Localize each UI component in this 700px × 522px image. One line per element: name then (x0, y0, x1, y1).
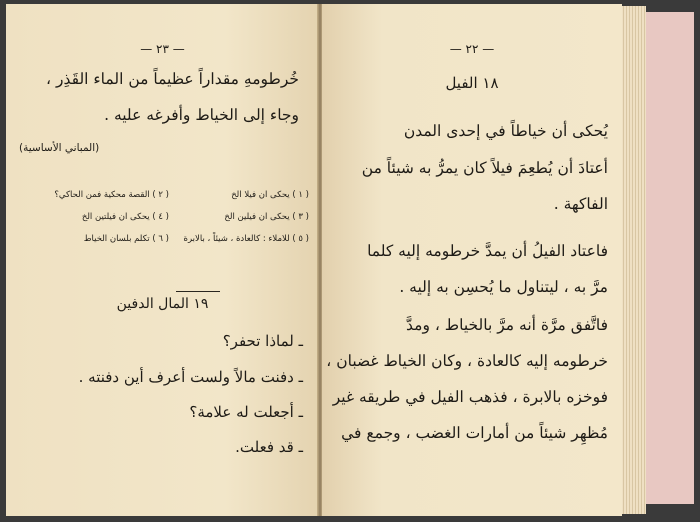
paragraph-line: مُظهِر شيئاً من أمارات الغضب ، وجمع في (341, 424, 608, 442)
paragraph-line: أعتادَ أن يُطعِمَ فيلاً كان يمرُّ به شيئاً من (361, 159, 608, 177)
dialogue-line: ـ لماذا تحفر؟ (222, 332, 303, 350)
section-caption: (المباني الأساسية) (19, 142, 100, 154)
paragraph-line: خرطومه إليه كالعادة ، وكان الخياط غضبان ، (326, 352, 608, 370)
exercise-note: ( ٢ ) القصة محكية فمن الحاكي؟ (54, 190, 169, 200)
exercise-note: ( ٣ ) يحكى ان فيلين الخ (224, 212, 309, 222)
exercise-note: ( ٥ ) للاملاء : كالعادة ، شيئاً ، بالابرة (183, 234, 309, 244)
dialogue-line: ـ أجعلت له علامة؟ (189, 403, 303, 421)
right-page (322, 4, 622, 516)
story-heading: ١٩ المال الدفين (116, 296, 209, 312)
paragraph-line: فاعتاد الفيلُ أن يمدَّ خرطومه إليه كلما (367, 242, 608, 260)
left-page (6, 4, 319, 516)
left-page-number: — ٢٣ — (140, 42, 185, 56)
paragraph-line: فاتَّفق مرَّة أنه مرَّ بالخياط ، ومدَّ (406, 316, 608, 334)
dialogue-line: ـ قد فعلت. (235, 438, 303, 456)
exercise-note: ( ٤ ) يحكى ان فيلتين الخ (81, 212, 169, 222)
dialogue-line: ـ دفنت مالاً ولست أعرف أين دفنته . (78, 368, 303, 386)
exercise-note: ( ٦ ) تكلم بلسان الخياط (83, 234, 169, 244)
story-heading: ١٨ الفيل (445, 74, 499, 92)
paragraph-line: الفاكهة . (553, 195, 608, 213)
continuation-line: وجاء إلى الخياط وأفرغه عليه . (104, 106, 299, 124)
paragraph-line: يُحكى أن خياطاً في إحدى المدن (403, 122, 608, 140)
page-edges (618, 6, 646, 514)
exercise-note: ( ١ ) يحكى ان فيلا الخ (231, 190, 309, 200)
continuation-line: خُرطومهِ مقداراً عظيماً من الماء القَذِر ، (46, 70, 299, 88)
right-page-number: — ٢٢ — (449, 42, 495, 56)
section-divider (176, 291, 220, 292)
paragraph-line: مرَّ به ، ليتناول ما يُحسِن به إليه . (399, 278, 608, 296)
paragraph-line: فوخزه بالابرة ، فذهب الفيل في طريقه غير (332, 388, 608, 406)
rear-pink-sheet (640, 12, 694, 504)
